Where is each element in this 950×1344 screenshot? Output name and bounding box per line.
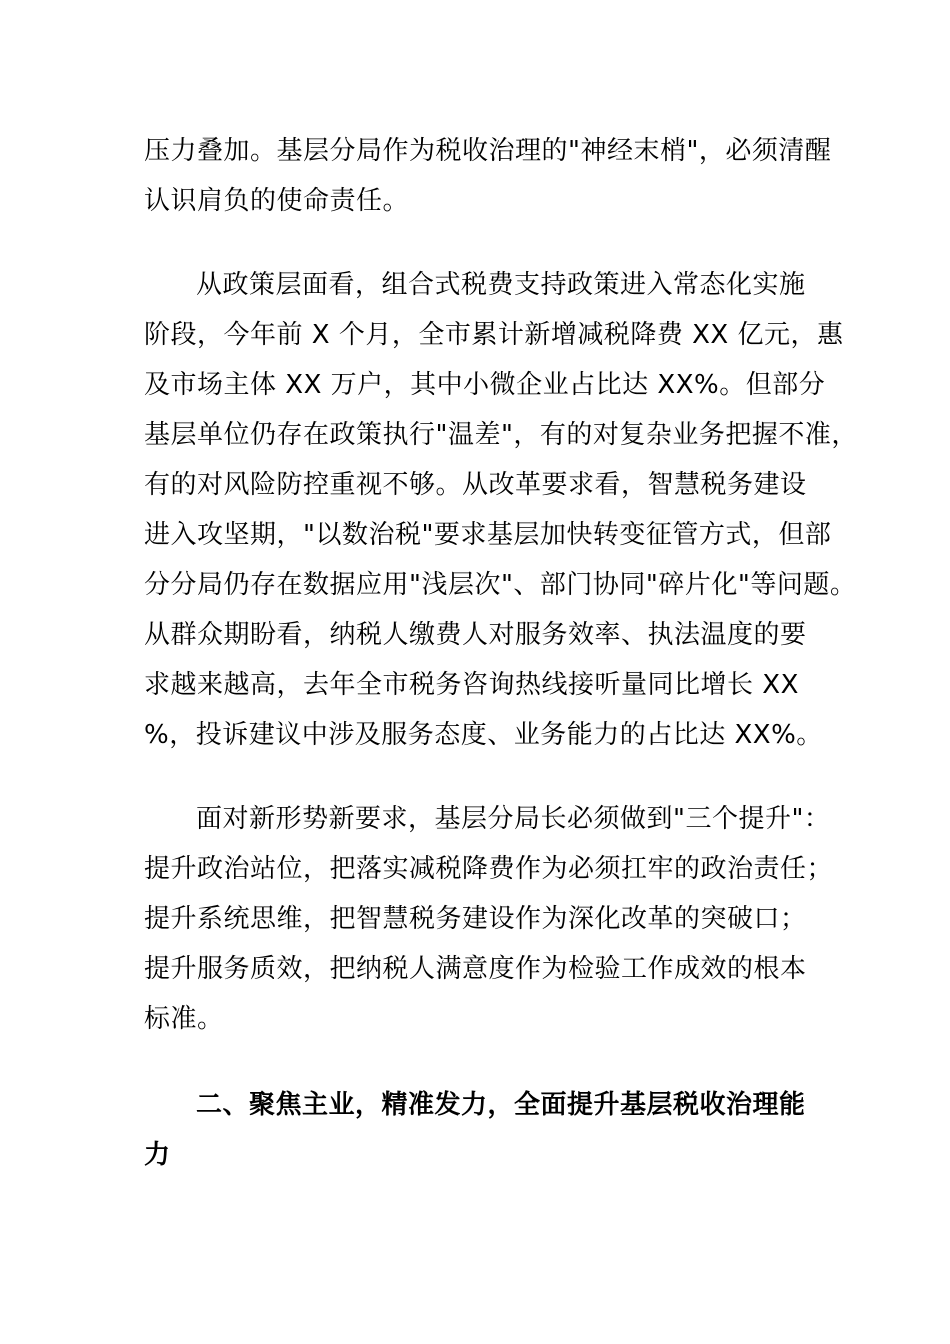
paragraph-2-line-6: 进入攻坚期，"以数治税"要求基层加快转变征管方式，但部 <box>144 520 832 550</box>
paragraph-2-line-8: 从群众期盼看，纳税人缴费人对服务效率、执法温度的要 <box>144 620 807 650</box>
paragraph-2-line-2: 阶段，今年前 X 个月，全市累计新增减税降费 XX 亿元，惠 <box>144 320 844 350</box>
section-heading-line-1: 二、聚焦主业，精准发力，全面提升基层税收治理能 <box>196 1090 806 1120</box>
paragraph-2-line-4: 基层单位仍存在政策执行"温差"，有的对复杂业务把握不准， <box>144 420 858 450</box>
paragraph-2-line-1: 从政策层面看，组合式税费支持政策进入常态化实施 <box>196 270 806 300</box>
paragraph-2-line-10: %，投诉建议中涉及服务态度、业务能力的占比达 XX%。 <box>144 720 823 750</box>
paragraph-2-line-3: 及市场主体 XX 万户，其中小微企业占比达 XX%。但部分 <box>144 370 826 400</box>
paragraph-2-line-7: 分分局仍存在数据应用"浅层次"、部门协同"碎片化"等问题。 <box>144 570 857 600</box>
paragraph-3-line-3: 提升系统思维，把智慧税务建设作为深化改革的突破口； <box>144 904 807 934</box>
paragraph-3-line-2: 提升政治站位，把落实减税降费作为必须扛牢的政治责任； <box>144 854 834 884</box>
paragraph-2-line-5: 有的对风险防控重视不够。从改革要求看，智慧税务建设 <box>144 470 807 500</box>
paragraph-3-line-4: 提升服务质效，把纳税人满意度作为检验工作成效的根本 <box>144 954 807 984</box>
paragraph-3-line-1: 面对新形势新要求，基层分局长必须做到"三个提升"： <box>196 804 831 834</box>
paragraph-2-line-9: 求越来越高，去年全市税务咨询热线接听量同比增长 XX <box>144 670 799 700</box>
paragraph-1-line-2: 认识肩负的使命责任。 <box>144 186 410 216</box>
paragraph-3-line-5: 标准。 <box>144 1004 224 1034</box>
section-heading-line-2: 力 <box>144 1140 171 1170</box>
paragraph-1-line-1: 压力叠加。基层分局作为税收治理的"神经末梢"，必须清醒 <box>144 136 832 166</box>
